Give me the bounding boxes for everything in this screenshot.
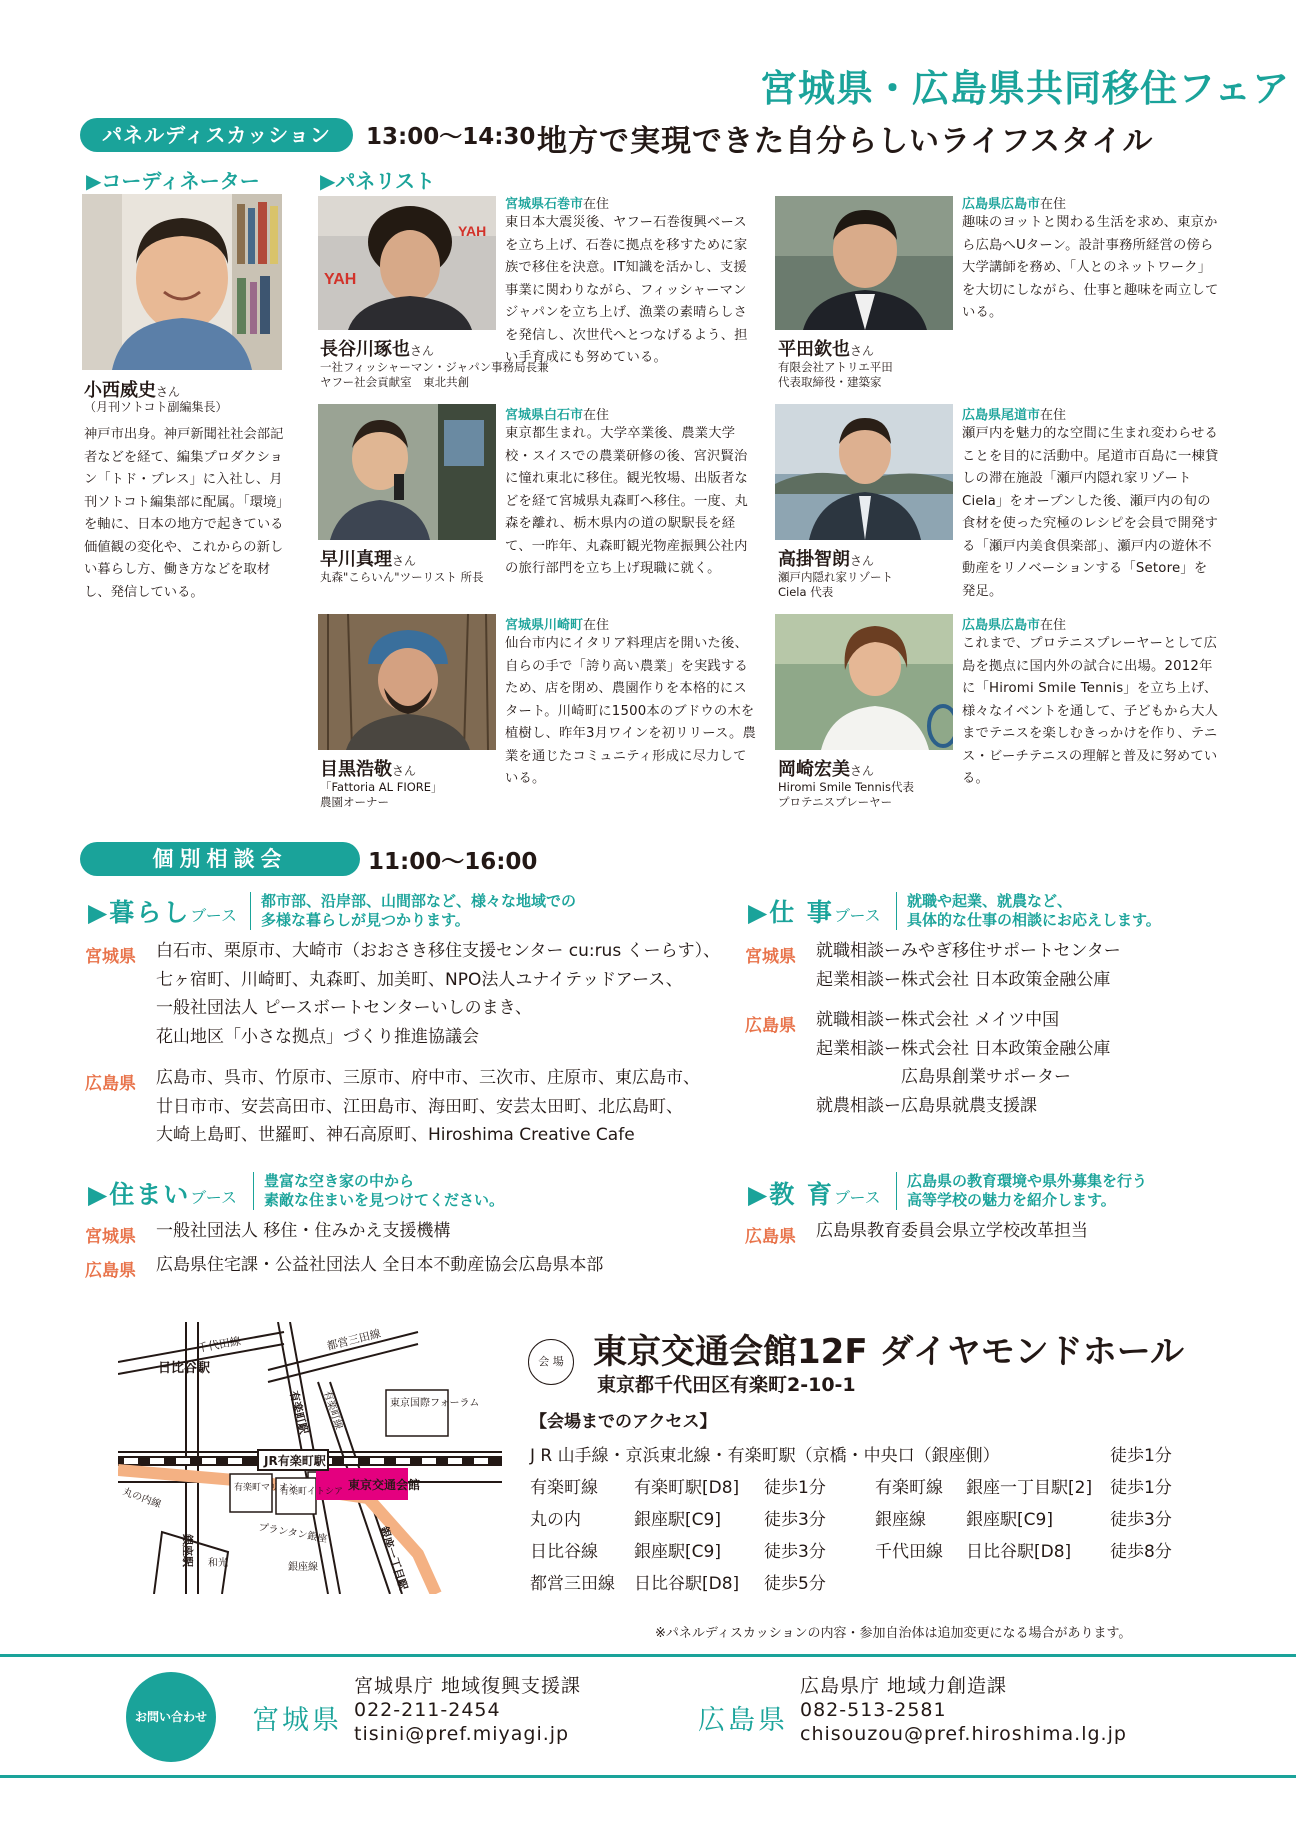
- panel-discussion-badge: パネルディスカッション: [80, 118, 353, 152]
- panelist-bio-takakake: 瀬戸内を魅力的な空間に生まれ変わらせることを目的に活動中。尾道市百島に一棟貸しの滞在施設「瀬戸内隠れ家リゾートCiela」をオープンした後、瀬戸内の旬の食材を使った究極のレシピを会員で開発する「瀬戸内美食倶楽部」、瀬戸内の遊休不動産をリノベーションする「Setore」を発足。: [962, 426, 1219, 599]
- panelist-heading: ▶パネリスト: [320, 169, 435, 193]
- access-line: 銀座線: [875, 1510, 926, 1530]
- access-jr-walk: 徒歩1分: [1110, 1446, 1172, 1466]
- svg-text:YAH: YAH: [458, 223, 487, 239]
- panelist-bio-hirata: 趣味のヨットと関わる生活を求め、東京から広島へUターン。設計事務所経営の傍ら大学講師を務め、「人とのネットワーク」を大切にしながら、仕事と趣味を両立している。: [962, 215, 1219, 320]
- access-walk: 徒歩3分: [1110, 1510, 1172, 1530]
- education-hiroshima-label: 広島県: [745, 1227, 796, 1247]
- svg-text:YAH: YAH: [324, 271, 357, 288]
- panelist-photo-hirata: [775, 196, 953, 330]
- map-label-hibiya-st: 日比谷駅: [158, 1361, 211, 1376]
- map-label-printemps: プランタン銀座: [257, 1522, 328, 1546]
- panelist-bio-okazaki: これまで、プロテニスプレーヤーとして広島を拠点に国内外の試合に出場。2012年に「Hiromi Smile Tennis」を立ち上げ、様々なイベントを通して、子どもから大人までテニスを楽しむきっかけを作り、テニス・ビーチテニスの理解と普及に努めている。: [962, 636, 1219, 786]
- panelist-bio-hayakawa: 東京都生まれ。大学卒業後、農業大学校・スイスでの農業研修の後、宮沢賢治に憧れ東北に移住。観光牧場、出版者などを経て宮城県丸森町へ移住。一度、丸森を離れ、栃木県内の道の駅駅長を経て、一昨年、丸森町観光物産振興公社内の旅行部門を立ち上げ現職に就く。: [505, 426, 748, 576]
- map-label-yurakucho-st: 有楽町駅: [287, 1389, 311, 1436]
- consultation-badge: 個別相談会: [80, 842, 360, 876]
- map-label-toei-mita: 都営三田線: [325, 1326, 383, 1353]
- access-line: 有楽町線: [530, 1478, 598, 1498]
- access-station: 日比谷駅[D8]: [634, 1574, 740, 1594]
- work-hiroshima-list: 就職相談ー株式会社 メイツ中国 起業相談ー株式会社 日本政策金融公庫 広島県創業サポーター 就農相談ー広島県就農支援課: [816, 1010, 1111, 1116]
- access-station: 銀座駅[C9]: [634, 1542, 721, 1562]
- venue-badge: 会 場: [528, 1339, 574, 1385]
- coordinator-role: （月刊ソトコト副編集長）: [84, 400, 228, 414]
- panelist-name-okazaki: 岡崎宏美さん: [778, 759, 875, 780]
- housing-booth-desc: 豊富な空き家の中から 素敵な住まいを見つけてください。: [253, 1172, 504, 1210]
- panelist-name-hirata: 平田欽也さん: [778, 339, 875, 360]
- venue-address: 東京都千代田区有楽町2-10-1: [597, 1374, 856, 1396]
- life-hiroshima-label: 広島県: [85, 1074, 136, 1094]
- panelist-location-hirata: 広島県広島市在住: [962, 197, 1067, 212]
- map-label-wako: 和光: [208, 1558, 228, 1569]
- access-station: 日比谷駅[D8]: [966, 1542, 1072, 1562]
- venue-map: [118, 1322, 502, 1594]
- change-note: ※パネルディスカッションの内容・参加自治体は追加変更になる場合があります。: [655, 1626, 1132, 1641]
- panelist-photo-hayakawa: [318, 404, 496, 540]
- contact-hiroshima-tel[interactable]: 082-513-2581: [800, 1699, 947, 1721]
- access-line: 丸の内: [530, 1510, 581, 1530]
- panel-time: 13:00～14:30: [366, 124, 536, 150]
- access-jr-line: J R 山手線・京浜東北線・有楽町駅（京橋・中央口（銀座側）: [530, 1446, 1000, 1466]
- contact-miyagi-email[interactable]: tisini@pref.miyagi.jp: [354, 1723, 570, 1745]
- housing-booth-title: ▶住まいブース: [88, 1180, 237, 1209]
- contact-bottom-rule: [0, 1775, 1296, 1778]
- access-line: 千代田線: [875, 1542, 943, 1562]
- work-miyagi-list: 就職相談ーみやぎ移住サポートセンター 起業相談ー株式会社 日本政策金融公庫: [816, 941, 1121, 990]
- contact-hiroshima-label: 広島県: [698, 1705, 788, 1736]
- venue-name: 東京交通会館12F ダイヤモンドホール: [593, 1332, 1185, 1372]
- panelist-photo-meguro: [318, 614, 496, 750]
- map-label-jr-yurakucho: JR有楽町駅: [264, 1454, 326, 1468]
- work-booth-title: ▶仕 事ブース: [748, 898, 881, 927]
- coordinator-bio: 神戸市出身。神戸新聞社社会部記者などを経て、編集プロダクション「トド・プレス」に入社し、月刊ソトコト編集部に配属。「環境」を軸に、日本の地方で起きている価値観の変化や、これからの新しい暮らし方、働き方などを取材し、発信している。: [84, 427, 284, 600]
- panelist-role-takakake: 瀬戸内隠れ家リゾート Ciela 代表: [778, 570, 893, 599]
- contact-hiroshima-email[interactable]: chisouzou@pref.hiroshima.lg.jp: [800, 1723, 1127, 1745]
- life-hiroshima-list: 広島市、呉市、竹原市、三原市、府中市、三次市、庄原市、東広島市、 廿日市市、安芸高田市、江田島市、海田町、安芸太田町、北広島町、 大崎上島町、世羅町、神石高原町、Hiroshima Creative Cafe: [156, 1068, 700, 1145]
- map-label-ginza-line: 銀座線: [288, 1562, 318, 1573]
- panelist-location-hasegawa: 宮城県石巻市在住: [505, 197, 610, 212]
- contact-miyagi-block: [354, 1674, 581, 1746]
- panelist-location-takakake: 広島県尾道市在住: [962, 408, 1067, 423]
- map-label-forum: 東京国際フォーラム: [390, 1398, 480, 1409]
- access-line: 日比谷線: [530, 1542, 598, 1562]
- access-line: 都営三田線: [530, 1574, 615, 1594]
- life-miyagi-list: 白石市、栗原市、大崎市（おおさき移住支援センター cu:rus くーらす）、 七ヶ宿町、川崎町、丸森町、加美町、NPO法人ユナイテッドアース、 一般社団法人 ピースボートセンターいしのまき、 花山地区「小さな拠点」づくり推進協議会: [156, 941, 721, 1047]
- coordinator-heading: ▶コーディネーター: [86, 169, 260, 193]
- panelist-bio-hasegawa: 東日本大震災後、ヤフー石巻復興ベースを立ち上げ、石巻に拠点を移すために家族で移住を決意。IT知識を活かし、支援事業に関わりながら、フィッシャーマンジャパンを立ち上げ、漁業の素晴らしさを発信し、次世代へとつなげるよう、担い手育成にも努めている。: [505, 215, 748, 365]
- access-station: 銀座駅[C9]: [634, 1510, 721, 1530]
- panelist-photo-hasegawa: [318, 196, 496, 330]
- panelist-role-meguro: 「Fattoria AL FIORE」 農園オーナー: [320, 780, 443, 809]
- panelist-photo-okazaki: [775, 614, 953, 750]
- contact-hiroshima-block: [800, 1674, 1127, 1746]
- panelist-role-hasegawa: 一社フィッシャーマン・ジャパン事務局長兼 ヤフー社会貢献室 東北共創: [320, 360, 549, 389]
- housing-miyagi-label: 宮城県: [85, 1227, 136, 1247]
- education-booth-title: ▶教 育ブース: [748, 1180, 881, 1209]
- panelist-location-okazaki: 広島県広島市在住: [962, 618, 1067, 633]
- access-station: 銀座一丁目駅[2]: [966, 1478, 1093, 1498]
- map-label-marion: 有楽町マリオン: [234, 1483, 297, 1493]
- access-walk: 徒歩3分: [764, 1542, 826, 1562]
- contact-miyagi-label: 宮城県: [252, 1705, 342, 1736]
- housing-hiroshima-label: 広島県: [85, 1261, 136, 1281]
- access-heading: 【会場までのアクセス】: [530, 1412, 717, 1432]
- coordinator-photo: [82, 194, 282, 370]
- map-label-itocia: 有楽町イトシア: [280, 1487, 344, 1497]
- map-label-yurakucho-line: 有楽町線: [321, 1389, 344, 1431]
- access-walk: 徒歩3分: [764, 1510, 826, 1530]
- housing-miyagi-text: 一般社団法人 移住・住みかえ支援機構: [156, 1221, 451, 1241]
- coordinator-name: 小西威史さん: [84, 380, 181, 401]
- life-miyagi-label: 宮城県: [85, 947, 136, 967]
- contact-miyagi-office: 宮城県庁 地域復興支援課: [354, 1675, 582, 1697]
- map-label-marunouchi: 丸の内線: [120, 1486, 163, 1511]
- map-label-ginza1-st: 銀座一丁目駅: [377, 1524, 410, 1592]
- panelist-name-takakake: 高掛智朗さん: [778, 549, 875, 570]
- life-booth-title: ▶暮らしブース: [88, 898, 237, 927]
- map-label-venue: 東京交通会館: [348, 1478, 421, 1492]
- contact-top-rule: [0, 1654, 1296, 1657]
- housing-hiroshima-text: 広島県住宅課・公益社団法人 全日本不動産協会広島県本部: [156, 1255, 604, 1275]
- access-station: 銀座駅[C9]: [966, 1510, 1053, 1530]
- contact-badge: お問い合わせ: [126, 1672, 216, 1762]
- panelist-location-hayakawa: 宮城県白石市在住: [505, 408, 610, 423]
- panelist-bio-meguro: 仙台市内にイタリア料理店を開いた後、自らの手で「誇り高い農業」を実践するため、店を閉め、農園作りを本格的にスタート。川崎町に1500本のブドウの木を植樹し、昨年3月ワインを初リリース。農業を通じたコミュニティ形成に尽力している。: [505, 636, 756, 786]
- access-walk: 徒歩8分: [1110, 1542, 1172, 1562]
- life-booth-desc: 都市部、沿岸部、山間部など、様々な地域での 多様な暮らしが見つかります。: [250, 892, 576, 930]
- work-hiroshima-label: 広島県: [745, 1016, 796, 1036]
- panelist-name-hasegawa: 長谷川琢也さん: [320, 339, 435, 360]
- access-line: 有楽町線: [875, 1478, 943, 1498]
- access-station: 有楽町駅[D8]: [634, 1478, 740, 1498]
- panelist-name-hayakawa: 早川真理さん: [320, 549, 417, 570]
- work-miyagi-label: 宮城県: [745, 947, 796, 967]
- work-booth-desc: 就職や起業、就農など、 具体的な仕事の相談にお応えします。: [896, 892, 1161, 930]
- access-walk: 徒歩1分: [1110, 1478, 1172, 1498]
- panelist-photo-takakake: [775, 404, 953, 540]
- education-booth-desc: 広島県の教育環境や県外募集を行う 高等学校の魅力を紹介します。: [896, 1172, 1147, 1210]
- panelist-name-meguro: 目黒浩敬さん: [320, 759, 417, 780]
- map-label-ginza-st: 銀座駅: [181, 1534, 194, 1567]
- panelist-role-hayakawa: 丸森"こらいん"ツーリスト 所長: [320, 570, 484, 584]
- access-walk: 徒歩1分: [764, 1478, 826, 1498]
- panelist-location-meguro: 宮城県川崎町在住: [505, 618, 610, 633]
- access-walk: 徒歩5分: [764, 1574, 826, 1594]
- education-hiroshima-text: 広島県教育委員会県立学校改革担当: [816, 1221, 1088, 1241]
- panel-topic: 地方で実現できた自分らしいライフスタイル: [537, 124, 1154, 159]
- consultation-time: 11:00～16:00: [368, 849, 538, 875]
- map-label-chiyoda-line: 千代田線: [196, 1334, 242, 1355]
- contact-hiroshima-office: 広島県庁 地域力創造課: [800, 1675, 1008, 1697]
- contact-miyagi-tel[interactable]: 022-211-2454: [354, 1699, 501, 1721]
- panelist-role-hirata: 有限会社アトリエ平田 代表取締役・建築家: [778, 360, 893, 389]
- fair-title: 宮城県・広島県共同移住フェア: [760, 67, 1291, 110]
- panelist-role-okazaki: Hiromi Smile Tennis代表 プロテニスプレーヤー: [778, 780, 914, 809]
